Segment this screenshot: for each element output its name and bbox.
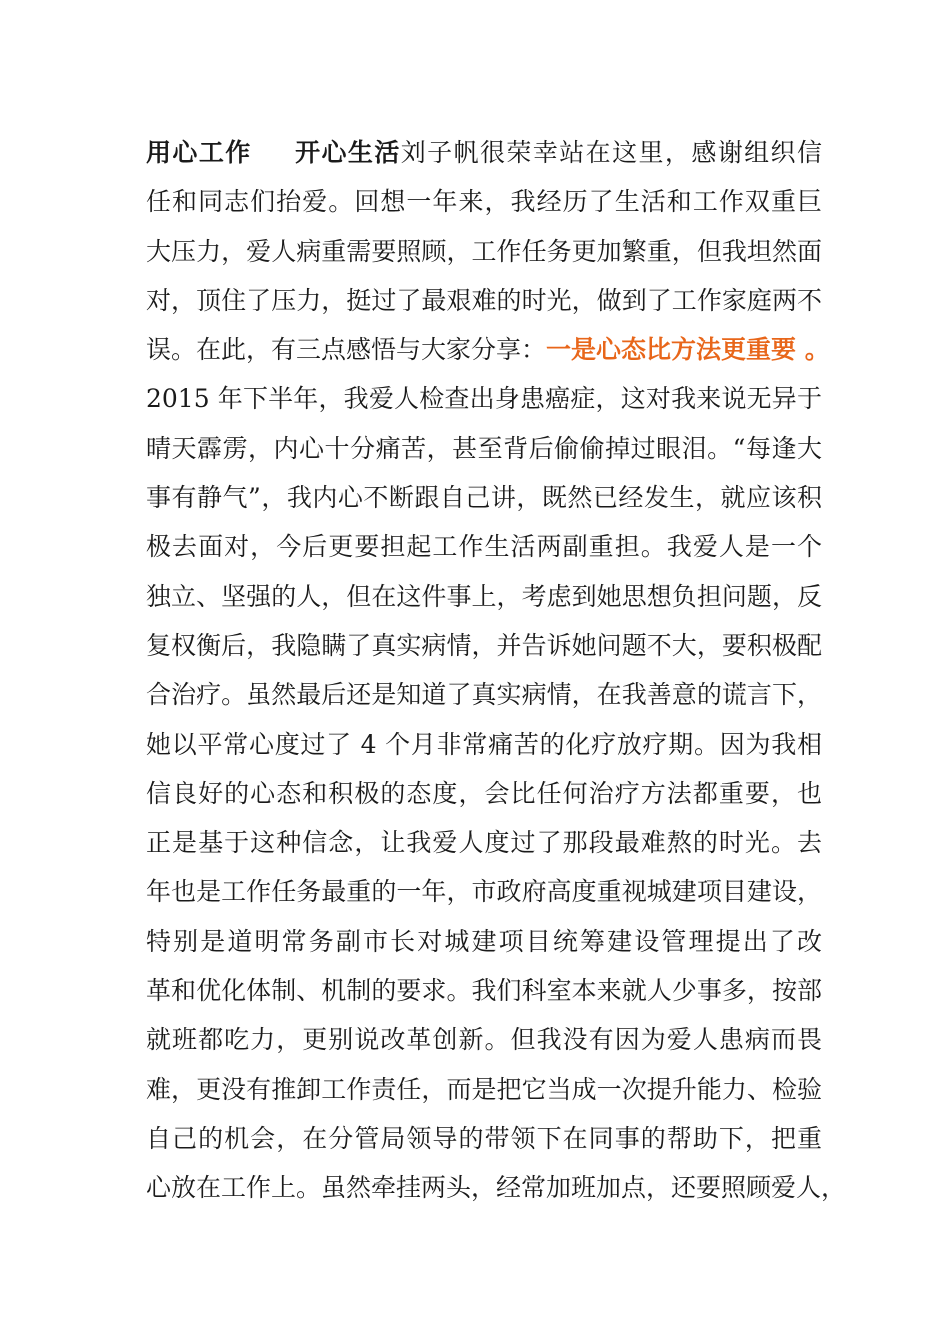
paragraph-line: 正是基于这种信念，让我爱人度过了那段最难熬的时光。去 [146,828,822,858]
paragraph-line: 对，顶住了压力，挺过了最艰难的时光，做到了工作家庭两不 [146,285,822,315]
paragraph-line: 合治疗。虽然最后还是知道了真实病情，在我善意的谎言下， [146,680,822,710]
paragraph-line: 独立、坚强的人，但在这件事上，考虑到她思想负担问题，反 [146,581,822,611]
paragraph-line: 信良好的心态和积极的态度，会比任何治疗方法都重要，也 [146,778,822,808]
line-6-text: 误。在此，有三点感悟与大家分享： [146,335,547,365]
paragraph-line: 革和优化体制、机制的要求。我们科室本来就人少事多，按部 [146,976,822,1006]
paragraph-line: 事有静气”，我内心不断跟自己讲，既然已经发生，就应该积 [146,483,822,513]
paragraph-line: 晴天霹雳，内心十分痛苦，甚至背后偷偷掉过眼泪。“每逢大 [146,433,822,463]
paragraph-line: 极去面对，今后更要担起工作生活两副重担。我爱人是一个 [146,532,822,562]
paragraph-line: 复权衡后，我隐瞒了真实病情，并告诉她问题不大，要积极配 [146,630,822,660]
paragraph-line-6 [146,325,830,374]
title-part-2: 开心生活 [293,138,401,167]
paragraph-line: 难，更没有推卸工作责任，而是把它当成一次提升能力、检验 [146,1074,822,1104]
paragraph-line: 她以平常心度过了 4 个月非常痛苦的化疗放疗期。因为我相 [146,729,822,759]
paragraph-line: 2015 年下半年，我爱人检查出身患癌症，这对我来说无异于 [146,384,822,414]
document-body [146,128,847,1213]
paragraph-line: 特别是道明常务副市长对城建项目统筹建设管理提出了改 [146,926,822,956]
paragraph-line: 年也是工作任务最重的一年，市政府高度重视城建项目建设， [146,877,822,907]
paragraph-line: 心放在工作上。虽然牵挂两头，经常加班加点，还要照顾爱人， [146,1173,847,1203]
paragraph-line: 就班都吃力，更别说改革创新。但我没有因为爱人患病而畏 [146,1025,822,1055]
paragraph-line: 大压力，爱人病重需要照顾，工作任务更加繁重，但我坦然面 [146,236,822,266]
paragraph-line: 自己的机会，在分管局领导的带领下在同事的帮助下，把重 [146,1123,822,1153]
paragraph-line: 任和同志们抬爱。回想一年来，我经历了生活和工作双重巨 [146,187,822,217]
title-part-1: 用心工作 [146,138,252,167]
paragraph-line-1 [146,128,822,177]
highlight-heading: 一是心态比方法更重要 。 [546,335,830,365]
line-1-text: 刘子帆很荣幸站在这里，感谢组织信 [400,138,822,167]
